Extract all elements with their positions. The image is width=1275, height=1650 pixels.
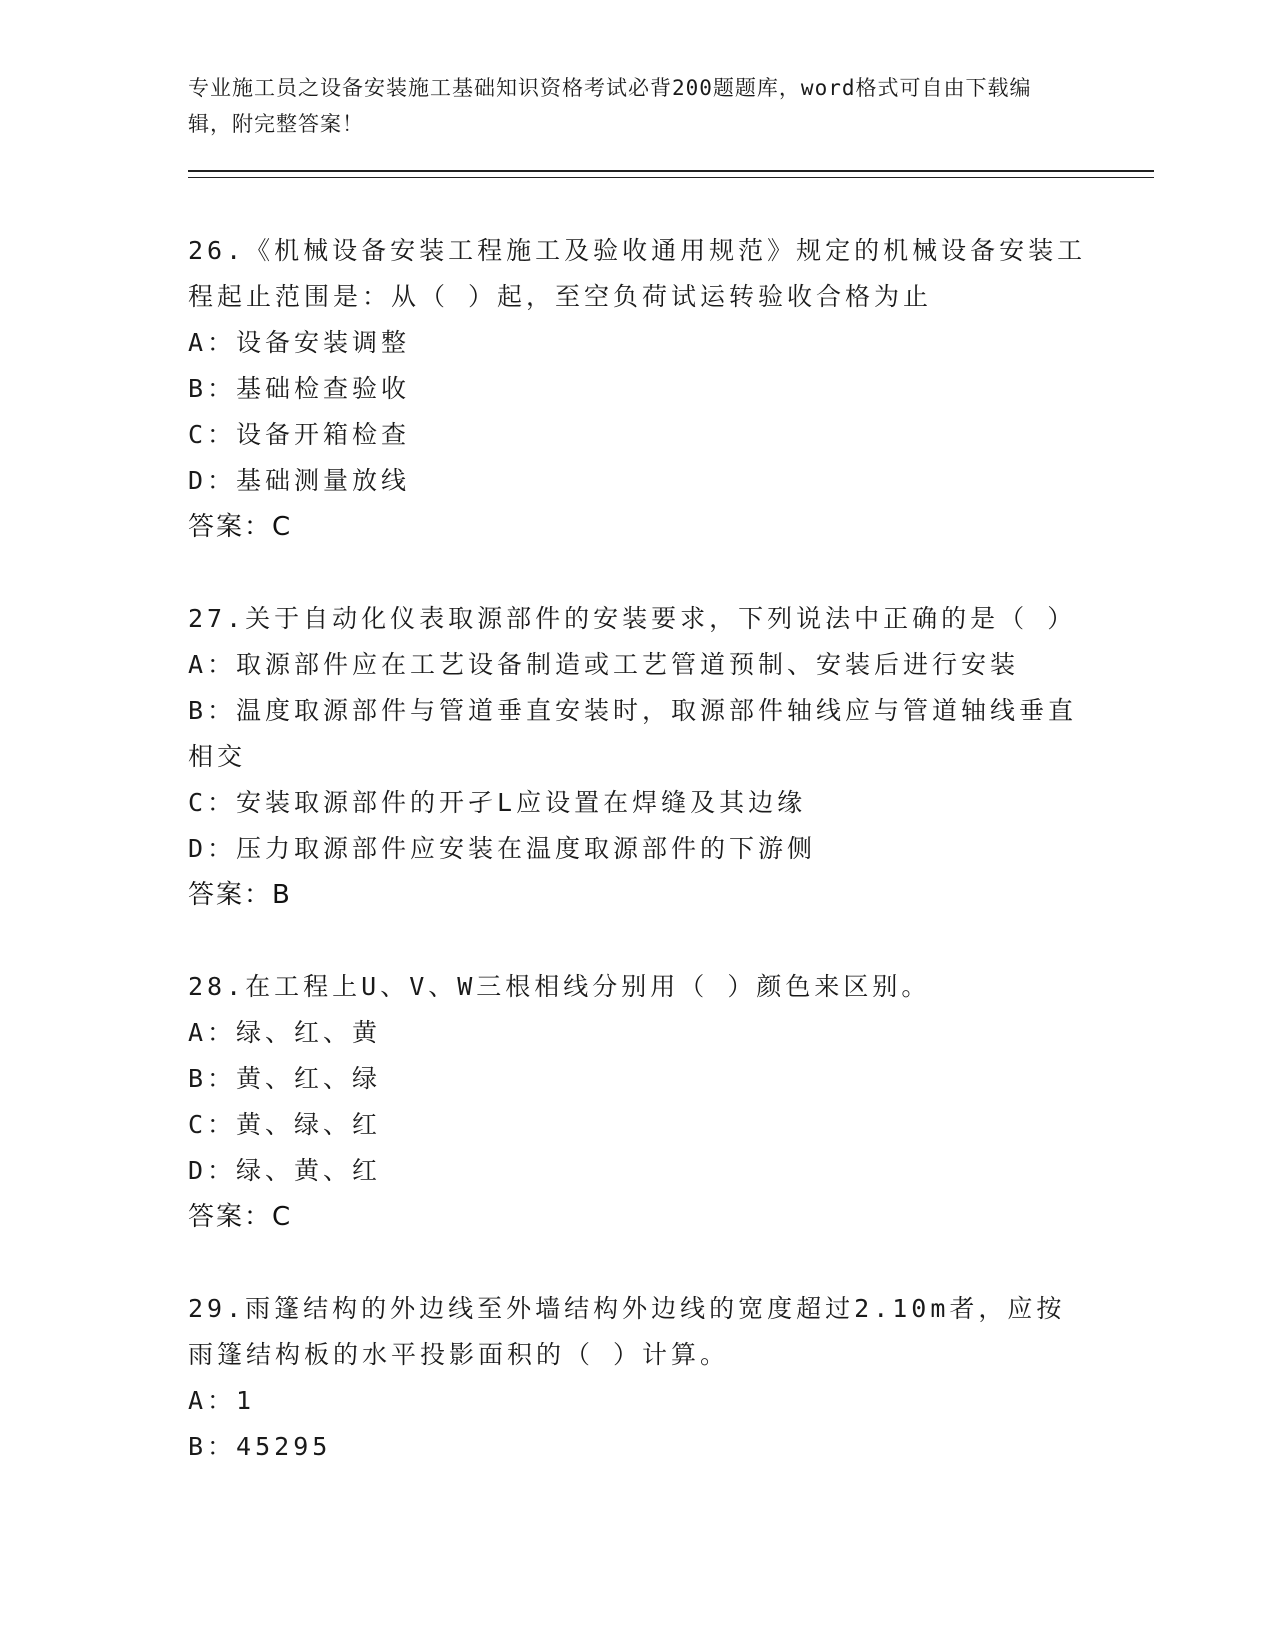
option-a: A：绿、红、黄 (188, 1018, 382, 1047)
answer: 答案：B (188, 880, 292, 910)
document-header: 专业施工员之设备安装施工基础知识资格考试必背200题题库，word格式可自由下载编辑，附完整答案！ (188, 76, 1032, 136)
option-b: B：45295 (188, 1432, 332, 1461)
question-stem: 27.关于自动化仪表取源部件的安装要求，下列说法中正确的是（ ） (188, 604, 1077, 633)
option-c: C：黄、绿、红 (188, 1110, 382, 1139)
question-stem: 26.《机械设备安装工程施工及验收通用规范》规定的机械设备安装工程起止范围是：从（ ）起，至空负荷试运转验收合格为止 (188, 236, 1087, 311)
option-a: A：1 (188, 1386, 256, 1415)
document-page (188, 70, 1148, 1516)
option-d: D：压力取源部件应安装在温度取源部件的下游侧 (188, 834, 817, 863)
answer: 答案：C (188, 512, 293, 542)
question-list (188, 228, 1148, 1470)
header-divider (188, 170, 1154, 178)
option-c: C：设备开箱检查 (188, 420, 411, 449)
option-a: A：设备安装调整 (188, 328, 411, 357)
option-d: D：绿、黄、红 (188, 1156, 382, 1185)
option-b: B：温度取源部件与管道垂直安装时，取源部件轴线应与管道轴线垂直相交 (188, 696, 1078, 771)
question-26 (188, 228, 1148, 550)
question-stem: 28.在工程上U、V、W三根相线分别用（ ）颜色来区别。 (188, 972, 931, 1001)
option-a: A：取源部件应在工艺设备制造或工艺管道预制、安装后进行安装 (188, 650, 1020, 679)
question-29 (188, 1286, 1148, 1470)
question-28 (188, 964, 1148, 1240)
option-d: D：基础测量放线 (188, 466, 411, 495)
question-27 (188, 596, 1148, 918)
answer: 答案：C (188, 1202, 293, 1232)
option-b: B：黄、红、绿 (188, 1064, 382, 1093)
option-c: C：安装取源部件的开孑L应设置在焊缝及其边缘 (188, 788, 807, 817)
option-b: B：基础检查验收 (188, 374, 411, 403)
question-stem: 29.雨篷结构的外边线至外墙结构外边线的宽度超过2.10m者，应按雨篷结构板的水平投影面积的（ ）计算。 (188, 1294, 1066, 1369)
